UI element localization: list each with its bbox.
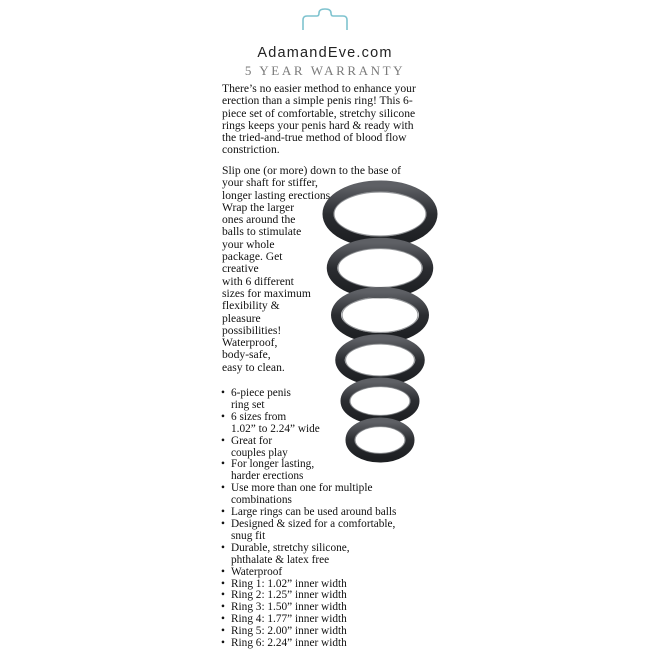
usage-line: pleasure	[222, 311, 261, 325]
usage-line: ones around the	[222, 213, 296, 227]
ring-3	[340, 339, 420, 381]
usage-line: Slip one (or more) down to the base of	[222, 164, 402, 177]
feature-item: • Use more than one for multiple combinations	[221, 483, 431, 507]
usage-line: your whole	[222, 237, 275, 251]
feature-item: • 6 sizes from 1.02” to 2.24” wide	[221, 412, 431, 436]
hang-tab-icon	[299, 8, 351, 32]
intro-paragraph: There’s no easier method to enhance your erection than a simple penis ring! This 6-piece set of comfortable, stretchy silicone rings keeps your penis hard & ready with the tried-and-true method of blood flow constriction.	[222, 82, 416, 157]
usage-line: with 6 different	[222, 274, 294, 288]
usage-line: longer lasting erections.	[222, 188, 334, 202]
feature-item: • Ring 1: 1.02” inner width	[221, 579, 431, 591]
feature-item: • Ring 6: 2.24” inner width	[221, 638, 431, 650]
usage-line: flexibility &	[222, 299, 280, 313]
feature-item: • Designed & sized for a comfortable, snug fit	[221, 519, 431, 543]
feature-item: • Large rings can be used around balls	[221, 507, 431, 519]
usage-line: creative	[222, 262, 259, 276]
usage-line: Wrap the larger	[222, 200, 295, 214]
usage-line: possibilities!	[222, 323, 282, 337]
usage-line: package. Get	[222, 250, 283, 264]
feature-item: • Ring 4: 1.77” inner width	[221, 614, 431, 626]
ring-5	[332, 243, 428, 293]
feature-list	[221, 388, 431, 650]
ring-4	[336, 292, 424, 338]
feature-item: • Ring 5: 2.00” inner width	[221, 626, 431, 638]
feature-item: • For longer lasting, harder erections	[221, 459, 431, 483]
usage-line: Waterproof,	[222, 336, 278, 350]
usage-line: your shaft for stiffer,	[222, 176, 318, 190]
warranty-label: 5 YEAR WARRANTY	[244, 63, 406, 78]
feature-item: • Waterproof	[221, 567, 431, 579]
brand-name: AdamandEve.com	[257, 45, 393, 61]
usage-line: easy to clean.	[222, 360, 285, 374]
feature-item: • Durable, stretchy silicone, phthalate & latex free	[221, 543, 431, 567]
feature-item: • Great for couples play	[221, 436, 431, 460]
feature-item: • Ring 2: 1.25” inner width	[221, 590, 431, 602]
usage-line: balls to stimulate	[222, 225, 302, 239]
usage-line: body-safe,	[222, 348, 271, 362]
usage-line: sizes for maximum	[222, 286, 311, 300]
ring-6	[328, 186, 432, 242]
feature-item: • 6-piece penis ring set	[221, 388, 431, 412]
feature-item: • Ring 3: 1.50” inner width	[221, 602, 431, 614]
